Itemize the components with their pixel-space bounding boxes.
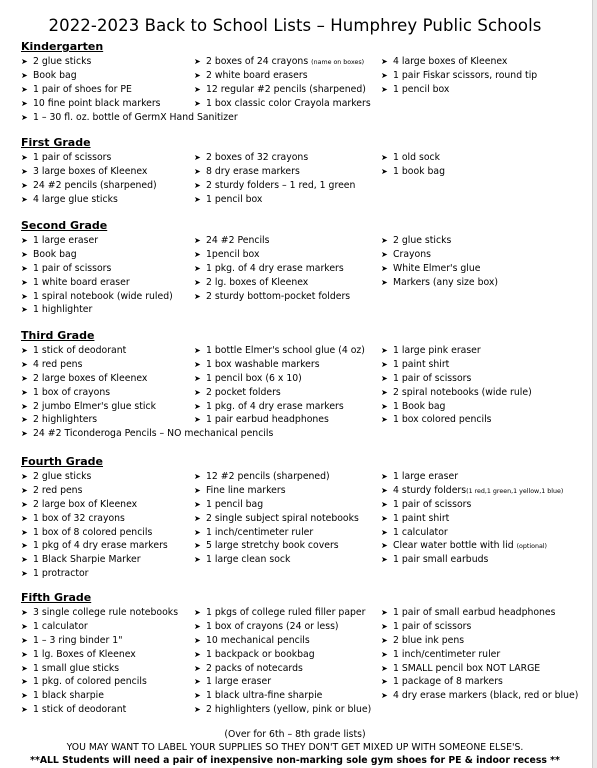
arrow-bullet-icon: ➤ — [194, 649, 201, 659]
arrow-bullet-icon: ➤ — [21, 359, 28, 369]
list-item: ➤ 2 highlighters — [21, 414, 98, 426]
list-item: ➤ 2 sturdy folders – 1 red, 1 green — [194, 179, 356, 191]
arrow-bullet-icon: ➤ — [381, 359, 388, 369]
column-3 — [381, 151, 589, 179]
arrow-bullet-icon: ➤ — [194, 705, 201, 715]
list-item: ➤ 2 red pens — [21, 484, 83, 496]
list-item: ➤ 2 single subject spiral notebooks — [194, 512, 359, 524]
arrow-bullet-icon: ➤ — [21, 485, 28, 495]
column-1 — [21, 55, 193, 111]
list-item: ➤ 24 #2 pencils (sharpened) — [21, 179, 157, 191]
column-1 — [21, 470, 193, 581]
section-heading: Fifth Grade — [21, 591, 92, 604]
list-item: ➤ 1 large pink eraser — [381, 345, 481, 356]
arrow-bullet-icon: ➤ — [194, 249, 201, 259]
column-2 — [194, 234, 379, 303]
section-fourth-grade — [21, 455, 587, 580]
section-heading: Second Grade — [21, 219, 108, 232]
arrow-bullet-icon: ➤ — [21, 649, 28, 659]
arrow-bullet-icon: ➤ — [21, 555, 28, 565]
list-item: ➤ 1 pair of scissors — [381, 372, 472, 384]
arrow-bullet-icon: ➤ — [194, 527, 201, 537]
list-item: ➤ 1 pair small earbuds — [381, 554, 489, 566]
section-heading: Third Grade — [21, 329, 95, 342]
arrow-bullet-icon: ➤ — [21, 249, 28, 259]
arrow-bullet-icon: ➤ — [194, 635, 201, 645]
section-fifth-grade — [21, 591, 587, 716]
list-item: ➤ 1 pair of small earbud headphones — [381, 607, 556, 618]
list-item: ➤ 1 old sock — [381, 152, 441, 163]
list-item: ➤ Fine line markers — [194, 484, 286, 496]
arrow-bullet-icon: ➤ — [194, 70, 201, 80]
arrow-bullet-icon: ➤ — [194, 291, 201, 301]
arrow-bullet-icon: ➤ — [194, 236, 201, 245]
list-item: ➤ 1 box classic color Crayola markers — [194, 97, 371, 109]
arrow-bullet-icon: ➤ — [381, 57, 388, 66]
column-2 — [194, 470, 379, 567]
list-item: ➤ 1 calculator — [21, 620, 88, 632]
arrow-bullet-icon: ➤ — [381, 649, 388, 659]
arrow-bullet-icon: ➤ — [381, 249, 388, 259]
list-item: ➤ 4 red pens — [21, 358, 83, 370]
arrow-bullet-icon: ➤ — [21, 70, 28, 80]
arrow-bullet-icon: ➤ — [194, 57, 201, 66]
list-item: ➤ 3 large boxes of Kleenex — [21, 165, 148, 177]
arrow-bullet-icon: ➤ — [21, 112, 28, 122]
arrow-bullet-icon: ➤ — [21, 84, 28, 94]
arrow-bullet-icon: ➤ — [381, 621, 388, 631]
arrow-bullet-icon: ➤ — [21, 153, 28, 162]
footer-gym-shoes-note: **ALL Students will need a pair of inexpensive non-marking sole gym shoes for PE & indoor recess ** — [30, 755, 560, 766]
arrow-bullet-icon: ➤ — [21, 166, 28, 176]
arrow-bullet-icon: ➤ — [194, 346, 201, 355]
arrow-bullet-icon: ➤ — [381, 166, 388, 176]
list-item: ➤ 1 box of 8 colored pencils — [21, 526, 153, 538]
arrow-bullet-icon: ➤ — [194, 691, 201, 701]
arrow-bullet-icon: ➤ — [194, 98, 201, 108]
list-item: ➤ 1 white board eraser — [21, 276, 130, 288]
footer-note-over: (Over for 6th – 8th grade lists) — [224, 729, 366, 740]
list-item: ➤ 12 regular #2 pencils (sharpened) — [194, 83, 366, 95]
arrow-bullet-icon: ➤ — [381, 555, 388, 565]
list-item: ➤ 1pencil box — [194, 248, 260, 260]
arrow-bullet-icon: ➤ — [194, 555, 201, 565]
arrow-bullet-icon: ➤ — [21, 472, 28, 481]
list-item: ➤ Crayons — [381, 248, 431, 260]
list-item: ➤ 1 pair Fiskar scissors, round tip — [381, 69, 538, 81]
column-3 — [381, 55, 589, 97]
arrow-bullet-icon: ➤ — [194, 180, 201, 190]
arrow-bullet-icon: ➤ — [21, 57, 28, 66]
list-item: ➤ 1 large eraser — [381, 471, 459, 482]
footer-label-reminder: YOU MAY WANT TO LABEL YOUR SUPPLIES SO THEY DON'T GET MIXED UP WITH SOMEONE ELSE'S. — [66, 742, 524, 753]
arrow-bullet-icon: ➤ — [381, 541, 388, 551]
list-item: ➤ Markers (any size box) — [381, 276, 499, 288]
column-1 — [21, 234, 193, 317]
section-heading: Kindergarten — [21, 40, 104, 53]
list-item: ➤ 2 lg. boxes of Kleenex — [194, 276, 309, 288]
column-1 — [21, 344, 193, 427]
list-item: ➤ Book bag — [21, 69, 77, 81]
list-item: ➤ 4 dry erase markers (black, red or blue) — [381, 690, 579, 702]
list-item: ➤ 1 pair of scissors — [21, 262, 112, 274]
arrow-bullet-icon: ➤ — [194, 277, 201, 287]
arrow-bullet-icon: ➤ — [21, 499, 28, 509]
arrow-bullet-icon: ➤ — [21, 415, 28, 425]
arrow-bullet-icon: ➤ — [194, 663, 201, 673]
section-first-grade — [21, 136, 587, 205]
section-heading: First Grade — [21, 136, 91, 149]
arrow-bullet-icon: ➤ — [21, 373, 28, 383]
list-item: ➤ 1 stick of deodorant — [21, 704, 127, 716]
list-item: ➤ 24 #2 Pencils — [194, 235, 270, 246]
arrow-bullet-icon: ➤ — [381, 263, 388, 273]
list-item: ➤ 1 small glue sticks — [21, 662, 120, 674]
list-item: ➤ 1 black sharpie — [21, 690, 104, 702]
list-item: ➤ 1 package of 8 markers — [381, 676, 503, 688]
arrow-bullet-icon: ➤ — [194, 401, 201, 411]
page-title: 2022-2023 Back to School Lists – Humphrey Public Schools — [48, 16, 542, 35]
list-item: ➤ 1 pair of scissors — [381, 620, 472, 632]
arrow-bullet-icon: ➤ — [194, 608, 201, 617]
list-item: ➤ 4 large glue sticks — [21, 193, 118, 205]
section-heading: Fourth Grade — [21, 455, 104, 468]
list-item: ➤ 1 large eraser — [194, 676, 272, 688]
arrow-bullet-icon: ➤ — [381, 401, 388, 411]
list-item: ➤ 5 large stretchy book covers — [194, 540, 339, 552]
item-note: (optional) — [516, 543, 548, 551]
arrow-bullet-icon: ➤ — [21, 691, 28, 701]
list-item: ➤ 2 jumbo Elmer's glue stick — [21, 400, 156, 412]
section-second-grade — [21, 219, 587, 316]
list-item: ➤ 1 pencil box (6 x 10) — [194, 372, 302, 384]
list-item-full-width: ➤ 24 #2 Ticonderoga Pencils – NO mechanical pencils — [21, 428, 274, 440]
column-2 — [194, 55, 379, 111]
list-item: ➤ 1 paint shirt — [381, 358, 450, 370]
list-item: ➤ 2 boxes of 32 crayons — [194, 152, 309, 163]
column-1 — [21, 606, 193, 717]
arrow-bullet-icon: ➤ — [381, 608, 388, 617]
arrow-bullet-icon: ➤ — [381, 236, 388, 245]
list-item: ➤ 1 pair of scissors — [381, 498, 472, 510]
list-item: ➤ 1 box colored pencils — [381, 414, 492, 426]
list-item: ➤ 1 inch/centimeter ruler — [381, 648, 501, 660]
arrow-bullet-icon: ➤ — [381, 513, 388, 523]
list-item: ➤ 1 pkg. of 4 dry erase markers — [194, 400, 344, 412]
arrow-bullet-icon: ➤ — [21, 98, 28, 108]
list-item: ➤ 2 highlighters (yellow, pink or blue) — [194, 704, 372, 716]
arrow-bullet-icon: ➤ — [194, 194, 201, 204]
list-item: ➤ 10 mechanical pencils — [194, 634, 310, 646]
list-item: ➤ 1 pkg. of 4 dry erase markers — [194, 262, 344, 274]
arrow-bullet-icon: ➤ — [381, 677, 388, 687]
list-item: ➤ 1 box of crayons (24 or less) — [194, 620, 339, 632]
arrow-bullet-icon: ➤ — [21, 608, 28, 617]
arrow-bullet-icon: ➤ — [21, 236, 28, 245]
list-item: ➤ 1 book bag — [381, 165, 445, 177]
arrow-bullet-icon: ➤ — [381, 485, 388, 495]
arrow-bullet-icon: ➤ — [21, 541, 28, 551]
arrow-bullet-icon: ➤ — [194, 153, 201, 162]
list-item: ➤ 1 backpack or bookbag — [194, 648, 315, 660]
arrow-bullet-icon: ➤ — [194, 415, 201, 425]
arrow-bullet-icon: ➤ — [21, 513, 28, 523]
list-item: ➤ 1 Book bag — [381, 400, 446, 412]
list-item: ➤ White Elmer's glue — [381, 262, 481, 274]
column-2 — [194, 344, 379, 427]
list-item: ➤ 1 box of 32 crayons — [21, 512, 125, 524]
arrow-bullet-icon: ➤ — [381, 663, 388, 673]
arrow-bullet-icon: ➤ — [21, 527, 28, 537]
list-item: ➤ Book bag — [21, 248, 77, 260]
list-item: ➤ 2 boxes of 24 crayons (name on boxes) — [194, 56, 365, 67]
column-3 — [381, 234, 589, 290]
arrow-bullet-icon: ➤ — [194, 485, 201, 495]
list-item: ➤ 4 large boxes of Kleenex — [381, 56, 508, 67]
arrow-bullet-icon: ➤ — [21, 277, 28, 287]
list-item: ➤ 1 large eraser — [21, 235, 99, 246]
list-item: ➤ 1 pkg. of colored pencils — [21, 676, 147, 688]
arrow-bullet-icon: ➤ — [381, 70, 388, 80]
list-item: ➤ 2 packs of notecards — [194, 662, 303, 674]
list-item: ➤ 2 white board erasers — [194, 69, 308, 81]
arrow-bullet-icon: ➤ — [194, 541, 201, 551]
arrow-bullet-icon: ➤ — [194, 677, 201, 687]
list-item: ➤ 1 pencil box — [381, 83, 450, 95]
arrow-bullet-icon: ➤ — [194, 263, 201, 273]
arrow-bullet-icon: ➤ — [21, 663, 28, 673]
list-item: ➤ 2 large box of Kleenex — [21, 498, 138, 510]
arrow-bullet-icon: ➤ — [381, 415, 388, 425]
list-item: ➤ 1 stick of deodorant — [21, 345, 127, 356]
list-item: ➤ Clear water bottle with lid (optional) — [381, 540, 548, 552]
list-item: ➤ 1 calculator — [381, 526, 448, 538]
list-item: ➤ 2 spiral notebooks (wide rule) — [381, 386, 532, 398]
list-item: ➤ 1 inch/centimeter ruler — [194, 526, 314, 538]
arrow-bullet-icon: ➤ — [381, 499, 388, 509]
arrow-bullet-icon: ➤ — [194, 166, 201, 176]
arrow-bullet-icon: ➤ — [381, 373, 388, 383]
list-item: ➤ 1 box washable markers — [194, 358, 320, 370]
list-item: ➤ 2 pocket folders — [194, 386, 281, 398]
arrow-bullet-icon: ➤ — [381, 527, 388, 537]
arrow-bullet-icon: ➤ — [381, 277, 388, 287]
arrow-bullet-icon: ➤ — [21, 635, 28, 645]
list-item: ➤ 1 pencil bag — [194, 498, 264, 510]
arrow-bullet-icon: ➤ — [194, 621, 201, 631]
list-item: ➤ 1 box of crayons — [21, 386, 111, 398]
arrow-bullet-icon: ➤ — [381, 346, 388, 355]
arrow-bullet-icon: ➤ — [381, 153, 388, 162]
list-item: ➤ 1 pencil box — [194, 193, 263, 205]
arrow-bullet-icon: ➤ — [381, 472, 388, 481]
section-kindergarten — [21, 40, 587, 123]
arrow-bullet-icon: ➤ — [194, 387, 201, 397]
arrow-bullet-icon: ➤ — [381, 635, 388, 645]
arrow-bullet-icon: ➤ — [194, 373, 201, 383]
column-3 — [381, 470, 589, 567]
arrow-bullet-icon: ➤ — [381, 84, 388, 94]
column-1 — [21, 151, 193, 207]
arrow-bullet-icon: ➤ — [194, 513, 201, 523]
arrow-bullet-icon: ➤ — [21, 194, 28, 204]
list-item: ➤ 1 large clean sock — [194, 554, 291, 566]
list-item: ➤ 2 glue sticks — [21, 56, 92, 67]
arrow-bullet-icon: ➤ — [21, 387, 28, 397]
list-item: ➤ 1 bottle Elmer's school glue (4 oz) — [194, 345, 365, 356]
list-item: ➤ 8 dry erase markers — [194, 165, 300, 177]
list-item: ➤ 1 black ultra-fine sharpie — [194, 690, 323, 702]
arrow-bullet-icon: ➤ — [194, 84, 201, 94]
arrow-bullet-icon: ➤ — [21, 291, 28, 301]
item-note: (1 red,1 green,1 yellow,1 blue) — [466, 487, 564, 495]
list-item-full-width: ➤ 1 – 30 fl. oz. bottle of GermX Hand Sanitizer — [21, 111, 238, 123]
arrow-bullet-icon: ➤ — [381, 387, 388, 397]
arrow-bullet-icon: ➤ — [21, 180, 28, 190]
list-item: ➤ 12 #2 pencils (sharpened) — [194, 471, 330, 482]
list-item: ➤ 1 highlighter — [21, 304, 93, 316]
list-item: ➤ 1 pkgs of college ruled filler paper — [194, 607, 366, 618]
list-item: ➤ 2 large boxes of Kleenex — [21, 372, 148, 384]
list-item: ➤ 3 single college rule notebooks — [21, 607, 179, 618]
column-2 — [194, 151, 379, 207]
list-item: ➤ 10 fine point black markers — [21, 97, 161, 109]
item-note: (name on boxes) — [311, 59, 365, 66]
list-item: ➤ 1 pair earbud headphones — [194, 414, 329, 426]
list-item: ➤ 2 glue sticks — [21, 471, 92, 482]
list-item: ➤ 1 lg. Boxes of Kleenex — [21, 648, 136, 660]
list-item: ➤ 2 blue ink pens — [381, 634, 465, 646]
list-item: ➤ 1 Black Sharpie Marker — [21, 554, 141, 566]
list-item: ➤ 2 sturdy bottom-pocket folders — [194, 290, 351, 302]
arrow-bullet-icon: ➤ — [21, 346, 28, 355]
vertical-scrollbar[interactable] — [592, 0, 597, 768]
arrow-bullet-icon: ➤ — [21, 305, 28, 315]
section-third-grade — [21, 329, 587, 440]
list-item: ➤ 2 glue sticks — [381, 235, 452, 246]
list-item: ➤ 1 pkg of 4 dry erase markers — [21, 540, 168, 552]
list-item: ➤ 1 – 3 ring binder 1" — [21, 634, 123, 646]
arrow-bullet-icon: ➤ — [194, 472, 201, 481]
list-item: ➤ 1 pair of shoes for PE — [21, 83, 132, 95]
list-item: ➤ 1 paint shirt — [381, 512, 450, 524]
arrow-bullet-icon: ➤ — [381, 691, 388, 701]
arrow-bullet-icon: ➤ — [194, 499, 201, 509]
column-2 — [194, 606, 379, 717]
arrow-bullet-icon: ➤ — [21, 569, 28, 579]
column-3 — [381, 344, 589, 427]
arrow-bullet-icon: ➤ — [21, 429, 28, 439]
list-item: ➤ 1 spiral notebook (wide ruled) — [21, 290, 173, 302]
list-item: ➤ 1 pair of scissors — [21, 152, 112, 163]
column-3 — [381, 606, 589, 703]
list-item: ➤ 1 protractor — [21, 568, 89, 580]
arrow-bullet-icon: ➤ — [21, 263, 28, 273]
arrow-bullet-icon: ➤ — [21, 621, 28, 631]
list-item: ➤ 1 SMALL pencil box NOT LARGE — [381, 662, 541, 674]
arrow-bullet-icon: ➤ — [194, 359, 201, 369]
arrow-bullet-icon: ➤ — [21, 705, 28, 715]
list-item: ➤ 4 sturdy folders(1 red,1 green,1 yellow,1 blue) — [381, 484, 564, 496]
arrow-bullet-icon: ➤ — [21, 401, 28, 411]
arrow-bullet-icon: ➤ — [21, 677, 28, 687]
